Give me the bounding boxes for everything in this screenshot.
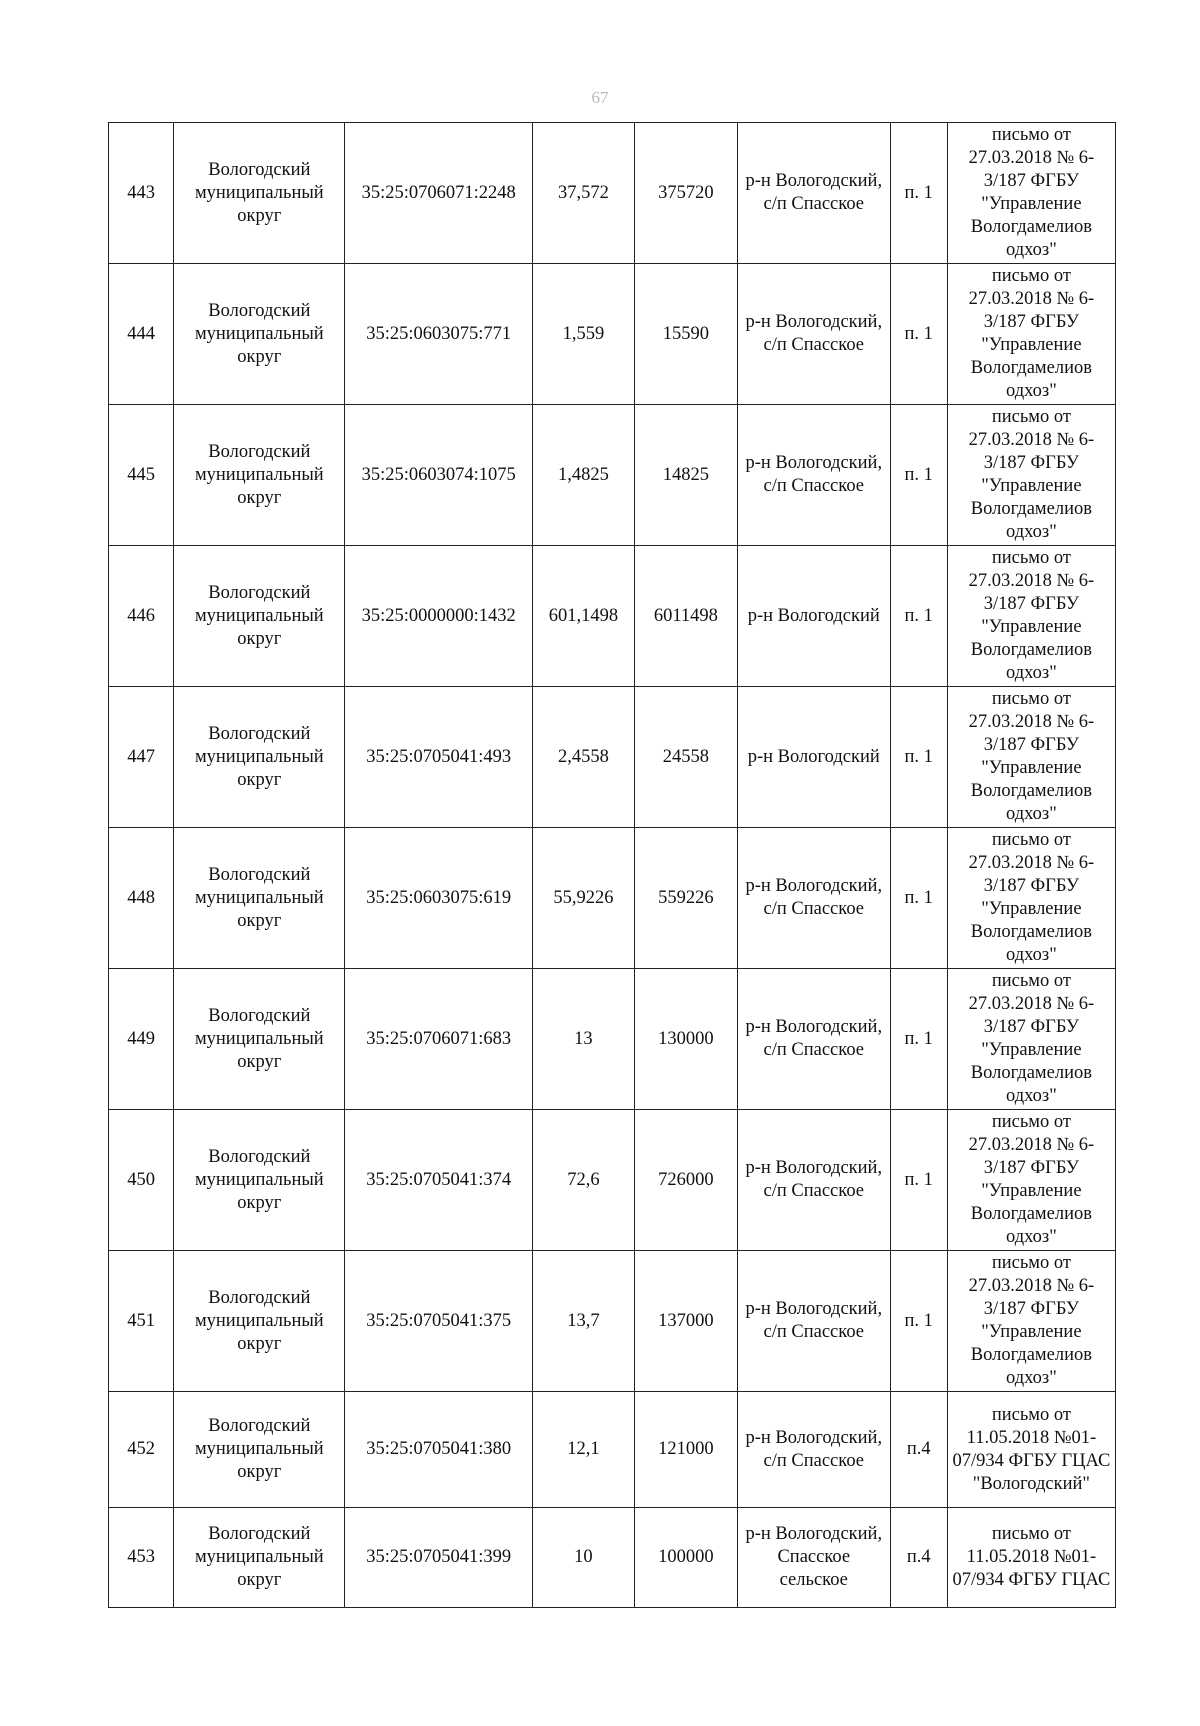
- area-sqm-cell: 559226: [634, 828, 737, 969]
- cadastral-number-cell: 35:25:0705041:493: [345, 687, 533, 828]
- clause-cell: п. 1: [890, 123, 947, 264]
- table-row: [109, 546, 1116, 687]
- area-ha-cell: 10: [532, 1508, 634, 1608]
- cadastral-number-cell: 35:25:0603075:771: [345, 264, 533, 405]
- area-ha-cell: 55,9226: [532, 828, 634, 969]
- district-cell: Вологодский муниципальный округ: [174, 969, 345, 1110]
- location-cell: р-н Вологодский, с/п Спасское: [737, 1110, 890, 1251]
- location-cell: р-н Вологодский, с/п Спасское: [737, 1251, 890, 1392]
- area-sqm-cell: 137000: [634, 1251, 737, 1392]
- location-cell: р-н Вологодский, с/п Спасское: [737, 969, 890, 1110]
- row-number: 450: [109, 1110, 174, 1251]
- area-ha-cell: 601,1498: [532, 546, 634, 687]
- clause-cell: п. 1: [890, 1251, 947, 1392]
- clause-cell: п. 1: [890, 546, 947, 687]
- basis-document-cell: письмо от 11.05.2018 №01-07/934 ФГБУ ГЦАС "Вологодский": [947, 1392, 1115, 1508]
- location-cell: р-н Вологодский: [737, 687, 890, 828]
- location-cell: р-н Вологодский, с/п Спасское: [737, 1392, 890, 1508]
- row-number: 445: [109, 405, 174, 546]
- location-cell: р-н Вологодский, Спасское сельское: [737, 1508, 890, 1608]
- table-row: [109, 123, 1116, 264]
- area-ha-cell: 72,6: [532, 1110, 634, 1251]
- row-number: 449: [109, 969, 174, 1110]
- basis-document-cell: письмо от 27.03.2018 № 6-3/187 ФГБУ "Управление Вологдамелиов одхоз": [947, 546, 1115, 687]
- basis-document-cell: письмо от 27.03.2018 № 6-3/187 ФГБУ "Управление Вологдамелиов одхоз": [947, 123, 1115, 264]
- table-row: [109, 1110, 1116, 1251]
- district-cell: Вологодский муниципальный округ: [174, 687, 345, 828]
- page-number: 67: [591, 88, 609, 107]
- row-number: 452: [109, 1392, 174, 1508]
- table-row: [109, 405, 1116, 546]
- table-row: [109, 264, 1116, 405]
- area-ha-cell: 1,559: [532, 264, 634, 405]
- location-cell: р-н Вологодский, с/п Спасское: [737, 264, 890, 405]
- basis-document-cell: письмо от 27.03.2018 № 6-3/187 ФГБУ "Управление Вологдамелиов одхоз": [947, 828, 1115, 969]
- cadastral-number-cell: 35:25:0705041:399: [345, 1508, 533, 1608]
- area-sqm-cell: 15590: [634, 264, 737, 405]
- area-ha-cell: 2,4558: [532, 687, 634, 828]
- row-number: 453: [109, 1508, 174, 1608]
- land-parcel-table: [108, 122, 1116, 1608]
- basis-document-cell: письмо от 27.03.2018 № 6-3/187 ФГБУ "Управление Вологдамелиов одхоз": [947, 969, 1115, 1110]
- cadastral-number-cell: 35:25:0706071:683: [345, 969, 533, 1110]
- district-cell: Вологодский муниципальный округ: [174, 546, 345, 687]
- row-number: 447: [109, 687, 174, 828]
- district-cell: Вологодский муниципальный округ: [174, 123, 345, 264]
- table-row: [109, 1392, 1116, 1508]
- cadastral-number-cell: 35:25:0603074:1075: [345, 405, 533, 546]
- location-cell: р-н Вологодский, с/п Спасское: [737, 123, 890, 264]
- area-ha-cell: 37,572: [532, 123, 634, 264]
- table-row: [109, 828, 1116, 969]
- area-sqm-cell: 24558: [634, 687, 737, 828]
- area-sqm-cell: 375720: [634, 123, 737, 264]
- cadastral-number-cell: 35:25:0705041:374: [345, 1110, 533, 1251]
- area-sqm-cell: 6011498: [634, 546, 737, 687]
- basis-document-cell: письмо от 11.05.2018 №01-07/934 ФГБУ ГЦАС: [947, 1508, 1115, 1608]
- table-body: [109, 123, 1116, 1608]
- cadastral-number-cell: 35:25:0705041:380: [345, 1392, 533, 1508]
- row-number: 448: [109, 828, 174, 969]
- basis-document-cell: письмо от 27.03.2018 № 6-3/187 ФГБУ "Управление Вологдамелиов одхоз": [947, 1251, 1115, 1392]
- area-ha-cell: 12,1: [532, 1392, 634, 1508]
- clause-cell: п.4: [890, 1392, 947, 1508]
- table-row: [109, 1251, 1116, 1392]
- cadastral-number-cell: 35:25:0603075:619: [345, 828, 533, 969]
- area-ha-cell: 1,4825: [532, 405, 634, 546]
- area-sqm-cell: 130000: [634, 969, 737, 1110]
- clause-cell: п. 1: [890, 1110, 947, 1251]
- table-row: [109, 687, 1116, 828]
- area-ha-cell: 13: [532, 969, 634, 1110]
- district-cell: Вологодский муниципальный округ: [174, 1251, 345, 1392]
- clause-cell: п. 1: [890, 264, 947, 405]
- cadastral-number-cell: 35:25:0706071:2248: [345, 123, 533, 264]
- row-number: 444: [109, 264, 174, 405]
- clause-cell: п.4: [890, 1508, 947, 1608]
- basis-document-cell: письмо от 27.03.2018 № 6-3/187 ФГБУ "Управление Вологдамелиов одхоз": [947, 405, 1115, 546]
- location-cell: р-н Вологодский, с/п Спасское: [737, 405, 890, 546]
- area-sqm-cell: 121000: [634, 1392, 737, 1508]
- location-cell: р-н Вологодский, с/п Спасское: [737, 828, 890, 969]
- area-ha-cell: 13,7: [532, 1251, 634, 1392]
- clause-cell: п. 1: [890, 405, 947, 546]
- clause-cell: п. 1: [890, 687, 947, 828]
- district-cell: Вологодский муниципальный округ: [174, 264, 345, 405]
- basis-document-cell: письмо от 27.03.2018 № 6-3/187 ФГБУ "Управление Вологдамелиов одхоз": [947, 687, 1115, 828]
- cadastral-number-cell: 35:25:0705041:375: [345, 1251, 533, 1392]
- district-cell: Вологодский муниципальный округ: [174, 405, 345, 546]
- district-cell: Вологодский муниципальный округ: [174, 1508, 345, 1608]
- row-number: 443: [109, 123, 174, 264]
- row-number: 451: [109, 1251, 174, 1392]
- district-cell: Вологодский муниципальный округ: [174, 1110, 345, 1251]
- area-sqm-cell: 726000: [634, 1110, 737, 1251]
- basis-document-cell: письмо от 27.03.2018 № 6-3/187 ФГБУ "Управление Вологдамелиов одхоз": [947, 1110, 1115, 1251]
- clause-cell: п. 1: [890, 969, 947, 1110]
- district-cell: Вологодский муниципальный округ: [174, 828, 345, 969]
- location-cell: р-н Вологодский: [737, 546, 890, 687]
- clause-cell: п. 1: [890, 828, 947, 969]
- district-cell: Вологодский муниципальный округ: [174, 1392, 345, 1508]
- basis-document-cell: письмо от 27.03.2018 № 6-3/187 ФГБУ "Управление Вологдамелиов одхоз": [947, 264, 1115, 405]
- area-sqm-cell: 14825: [634, 405, 737, 546]
- table-row: [109, 1508, 1116, 1608]
- cadastral-number-cell: 35:25:0000000:1432: [345, 546, 533, 687]
- table-row: [109, 969, 1116, 1110]
- row-number: 446: [109, 546, 174, 687]
- area-sqm-cell: 100000: [634, 1508, 737, 1608]
